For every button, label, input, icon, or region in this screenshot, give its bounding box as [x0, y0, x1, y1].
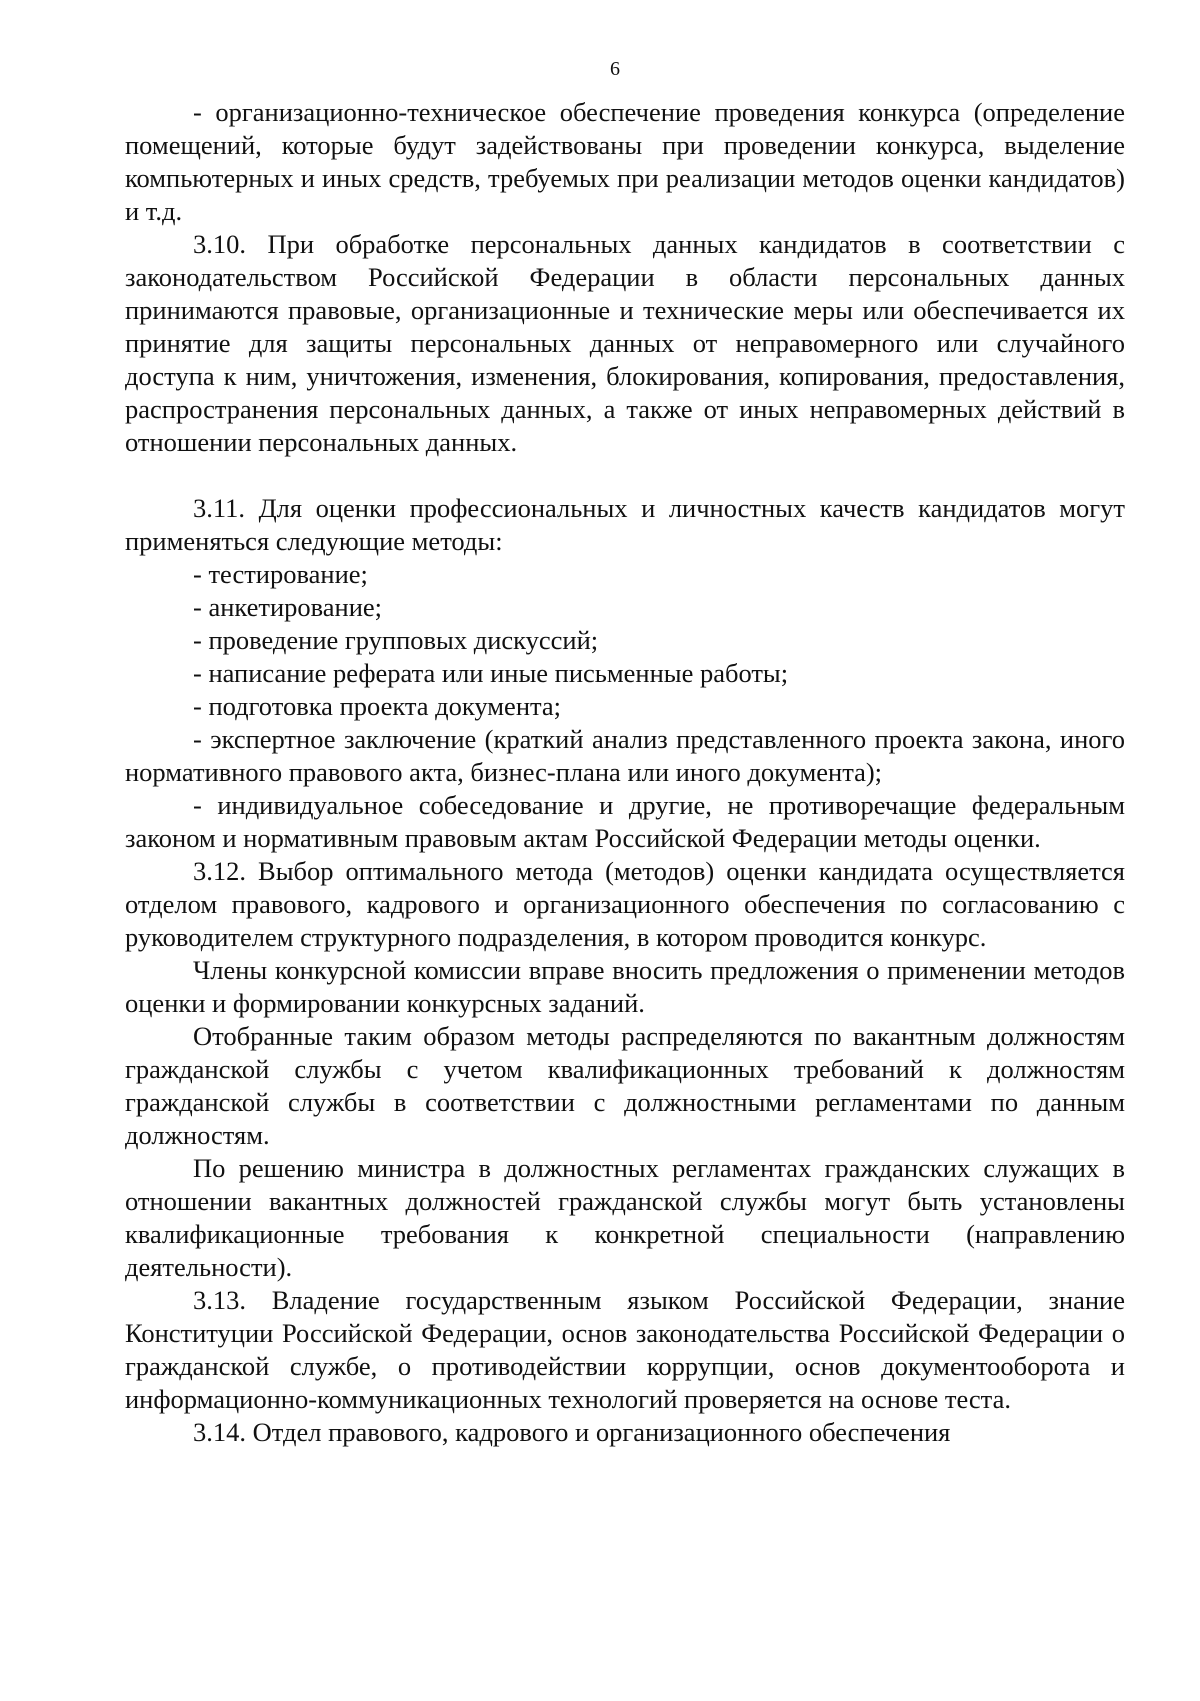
paragraph-technical-support: - организационно-техническое обеспечение проведения конкурса (определение помещений, которые будут задействованы при проведении конкурса, выделение компьютерных и иных средств, требуемых при реализации методов оценки кандидатов) и т.д.: [125, 97, 1125, 226]
document-body: [125, 96, 1125, 1449]
method-item: - подготовка проекта документа;: [193, 691, 562, 721]
paragraph-gap: [125, 459, 1125, 492]
paragraph-minister-decision: По решению министра в должностных регламентах гражданских служащих в отношении вакантных должностей гражданской службы могут быть установлены квалификационные требования к конкретной специальности (направлению деятельности).: [125, 1153, 1125, 1282]
paragraph-commission-members: Члены конкурсной комиссии вправе вносить предложения о применении методов оценки и формировании конкурсных заданий.: [125, 955, 1125, 1018]
method-interview: - индивидуальное собеседование и другие, не противоречащие федеральным законом и нормативным правовым актам Российской Федерации методы оценки.: [125, 790, 1125, 853]
page-number: 6: [610, 58, 620, 80]
paragraph-selected-methods: Отобранные таким образом методы распределяются по вакантным должностям гражданской службы с учетом квалификационных требований к должностям гражданской службы в соответствии с должностными регламентами по данным должностям.: [125, 1021, 1125, 1150]
paragraph-3-14: 3.14. Отдел правового, кадрового и организационного обеспечения: [193, 1417, 951, 1447]
method-item: - тестирование;: [193, 559, 368, 589]
paragraph-3-10: 3.10. При обработке персональных данных кандидатов в соответствии с законодательством Российской Федерации в области персональных данных принимаются правовые, организационные и технические меры или обеспечивается их принятие для защиты персональных данных от неправомерного или случайного доступа к ним, уничтожения, изменения, блокирования, копирования, предоставления, распространения персональных данных, а также от иных неправомерных действий в отношении персональных данных.: [125, 229, 1125, 457]
paragraph-3-11: 3.11. Для оценки профессиональных и личностных качеств кандидатов могут применяться следующие методы:: [125, 493, 1125, 556]
method-item: - написание реферата или иные письменные работы;: [193, 658, 789, 688]
method-expert-conclusion: - экспертное заключение (краткий анализ представленного проекта закона, иного нормативного правового акта, бизнес-плана или иного документа);: [125, 724, 1125, 787]
method-item: - анкетирование;: [193, 592, 383, 622]
paragraph-3-12: 3.12. Выбор оптимального метода (методов) оценки кандидата осуществляется отделом правового, кадрового и организационного обеспечения по согласованию с руководителем структурного подразделения, в котором проводится конкурс.: [125, 856, 1125, 952]
paragraph-3-13: 3.13. Владение государственным языком Российской Федерации, знание Конституции Российской Федерации, основ законодательства Российской Федерации о гражданской службе, о противодействии коррупции, основ документооборота и информационно-коммуникационных технологий проверяется на основе теста.: [125, 1285, 1125, 1414]
method-item: - проведение групповых дискуссий;: [193, 625, 599, 655]
